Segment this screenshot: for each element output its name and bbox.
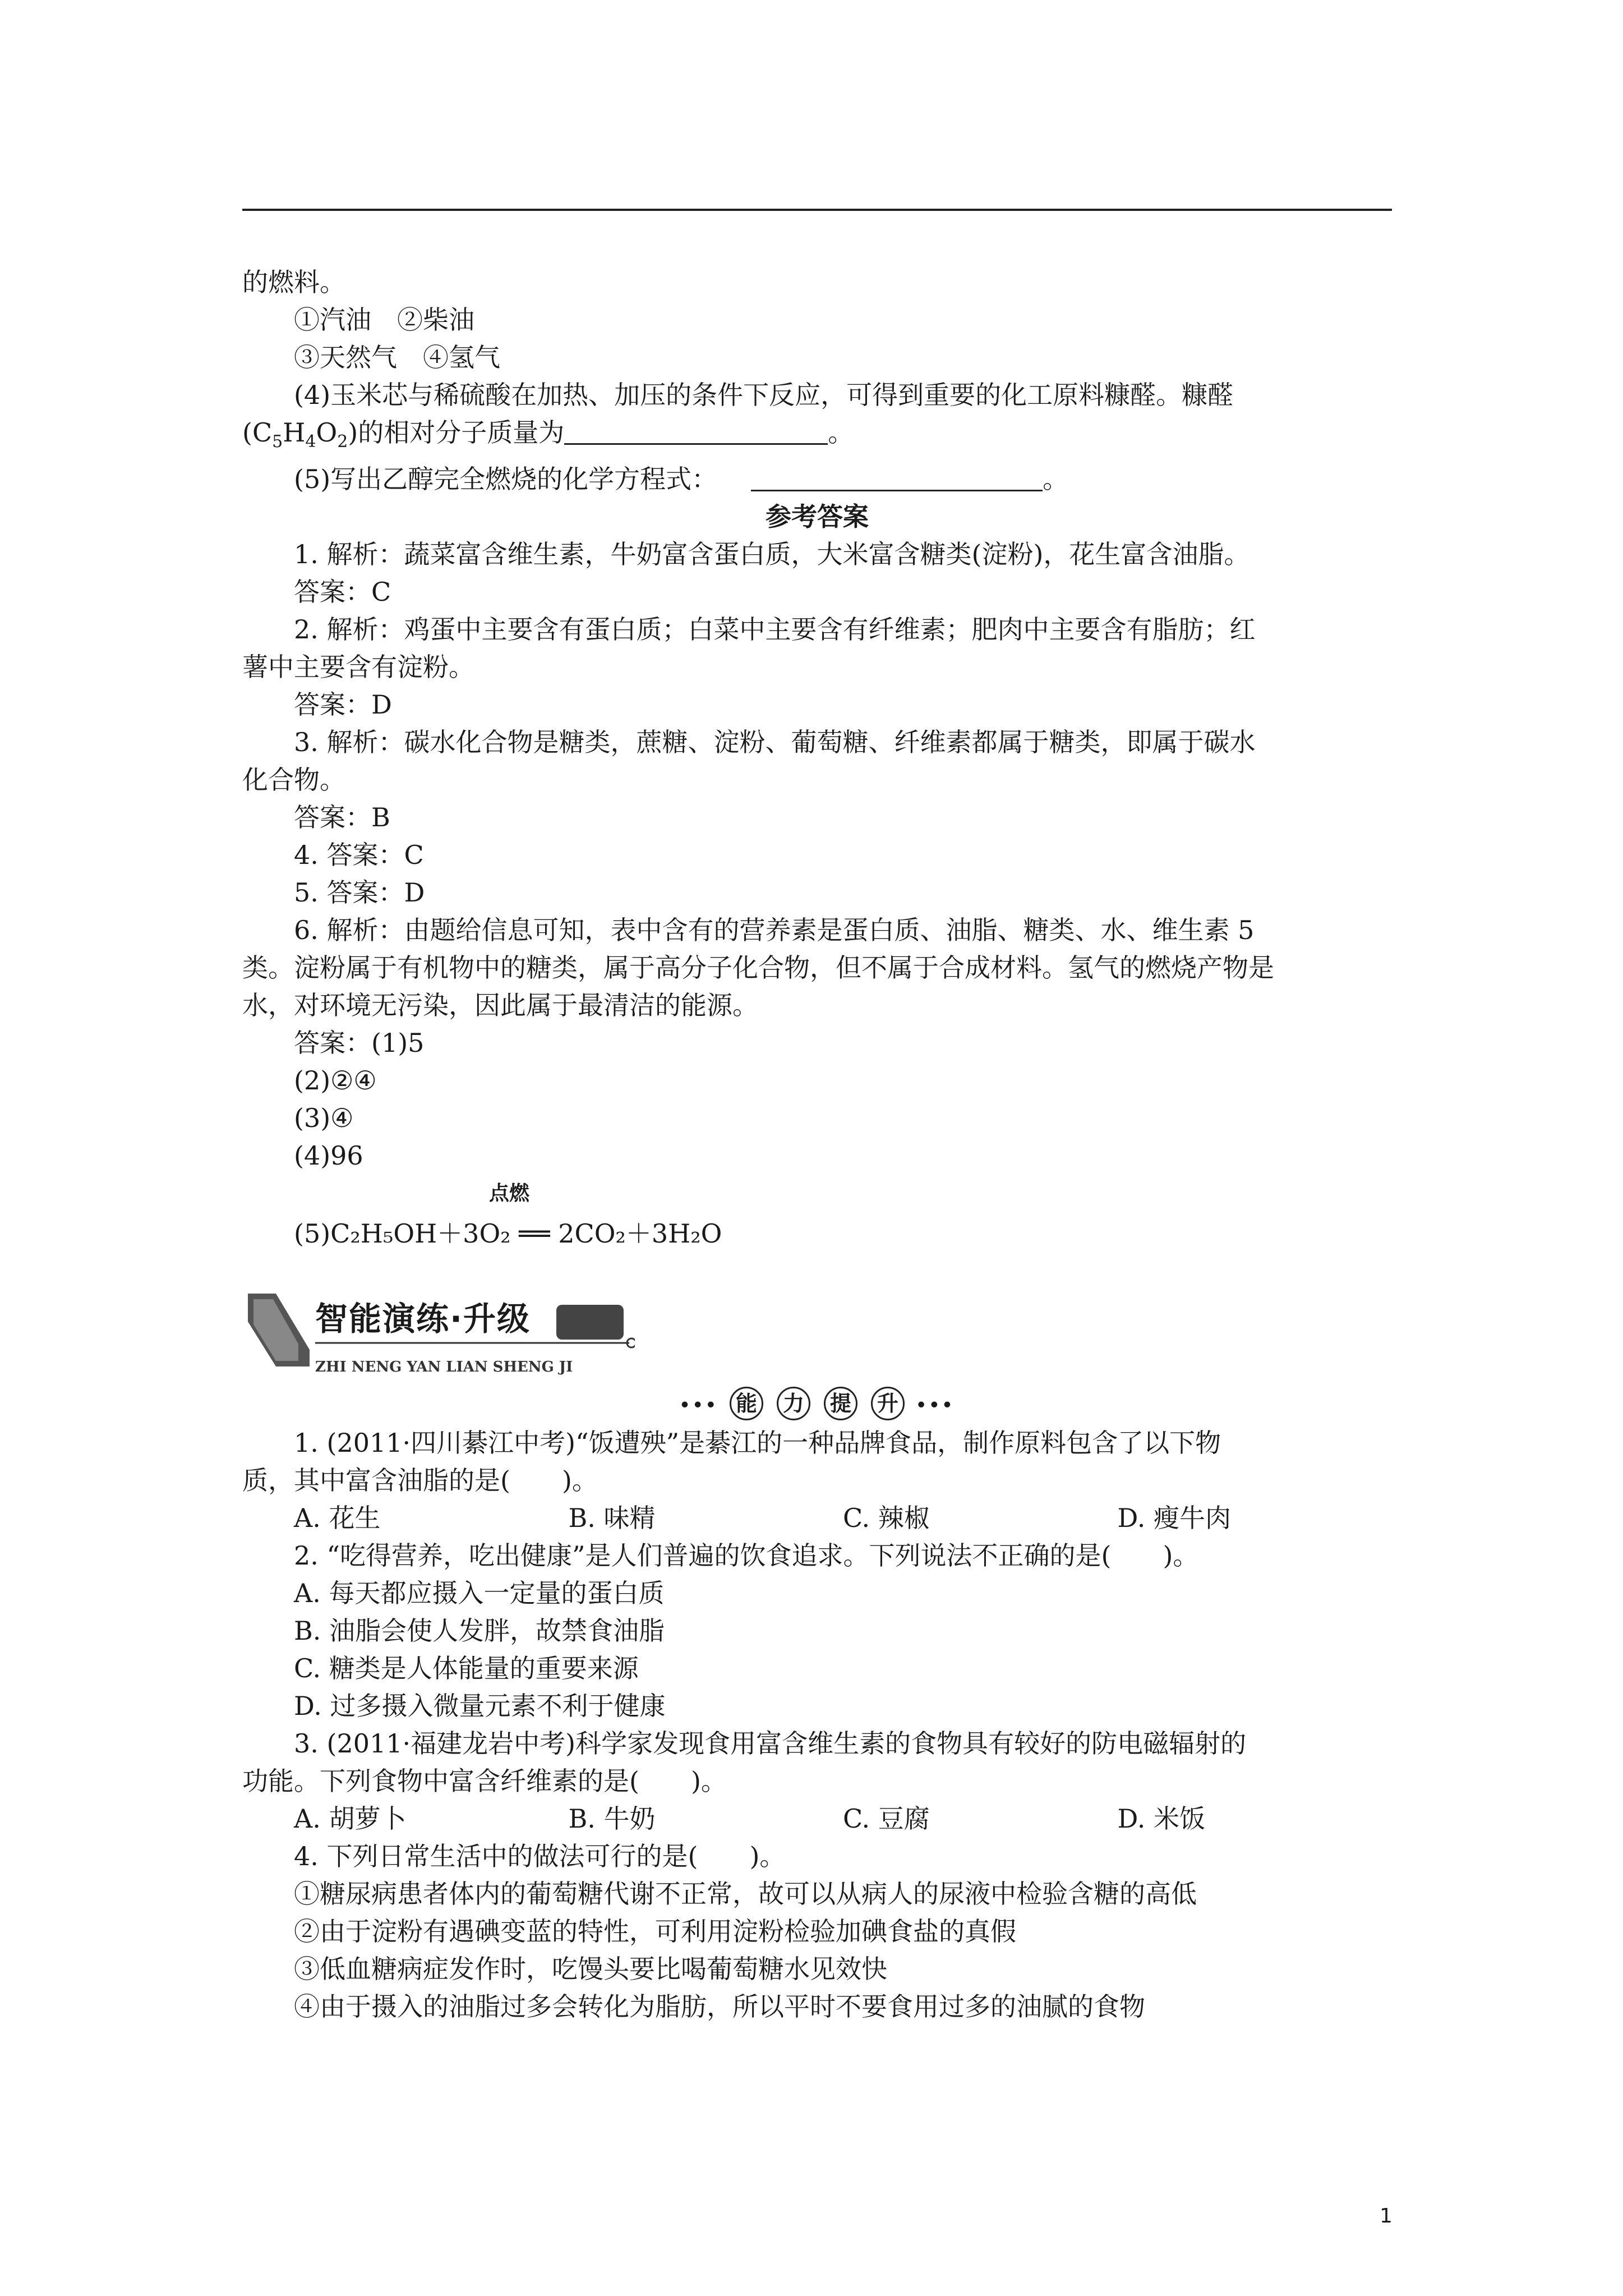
option-line: ③低血糖病症发作时，吃馒头要比喝葡萄糖水见效快 [294,1954,887,1984]
ability-char: 力 [777,1387,810,1420]
option-line: B. 油脂会使人发胖，故禁食油脂 [294,1616,665,1646]
question-line: (5)写出乙醇完全燃烧的化学方程式： 。 [294,464,1069,494]
page-body [242,264,1392,2026]
question-options [242,1499,1392,1537]
banner-badge [556,1305,624,1340]
question-line: 4. 下列日常生活中的做法可行的是( )。 [294,1841,786,1871]
question-line: 3. (2011·福建龙岩中考)科学家发现食用富含维生素的食物具有较好的防电磁辐射的 [294,1728,1247,1759]
question-line: 功能。下列食物中富含纤维素的是( )。 [242,1766,727,1796]
question-line: $(C_5H_4O_2)$的相对分子质量为 。 [242,417,854,452]
option-c: C. 豆腐 [843,1803,930,1834]
answer-line: (4)96 [294,1140,363,1171]
ability-char: 提 [824,1387,857,1420]
option-b: B. 牛奶 [568,1803,656,1834]
question-line: 2. “吃得营养，吃出健康”是人们普遍的饮食追求。下列说法不正确的是( )。 [294,1540,1199,1571]
question-line: 1. (2011·四川綦江中考)“饭遭殃”是綦江的一种品牌食品，制作原料包含了以下物 [294,1428,1221,1458]
option-b: B. 味精 [568,1503,656,1533]
answer-blank[interactable] [751,464,1043,491]
header-rule [242,209,1392,211]
banner-subtitle: ZHI NENG YAN LIAN SHENG JI [315,1359,573,1375]
answer-line: 答案：C [294,577,391,607]
answers-title: 参考答案 [766,501,869,532]
option-line: ①汽油 ②柴油 [294,305,474,335]
answer-line: 化合物。 [242,765,345,795]
ability-char: 能 [730,1387,763,1420]
answer-line: 类。淀粉属于有机物中的糖类，属于高分子化合物，但不属于合成材料。氢气的燃烧产物是 [242,953,1274,983]
answer-line: 4. 答案：C [294,840,424,870]
question-line: (4)玉米芯与稀硫酸在加热、加压的条件下反应，可得到重要的化工原料糠醛。糠醛 [294,380,1234,410]
option-a: A. 花生 [294,1503,381,1533]
answer-line: 3. 解析：碳水化合物是糖类，蔗糖、淀粉、葡萄糖、纤维素都属于糖类，即属于碳水 [294,727,1256,757]
section-banner [242,1288,1392,1375]
ability-heading: ••• 能 力 提 升 ••• [242,1383,1392,1424]
option-line: D. 过多摄入微量元素不利于健康 [294,1691,666,1721]
option-line: ③天然气 ④氢气 [294,342,500,372]
answer-line: (2)②④ [294,1065,377,1096]
option-line: C. 糖类是人体能量的重要来源 [294,1653,639,1683]
chemical-equation [242,1175,1392,1259]
equation-text: (5)C₂H₅OH＋3O₂ ══ 2CO₂＋3H₂O [294,1218,722,1249]
option-line: A. 每天都应摄入一定量的蛋白质 [294,1578,665,1608]
answer-line: 答案：B [294,802,390,832]
answer-line: 6. 解析：由题给信息可知，表中含有的营养素是蛋白质、油脂、糖类、水、维生素 5 [294,915,1255,945]
answer-line: 2. 解析：鸡蛋中主要含有蛋白质；白菜中主要含有纤维素；肥肉中主要含有脂肪；红 [294,614,1256,645]
option-c: C. 辣椒 [843,1503,930,1533]
option-a: A. 胡萝卜 [294,1803,407,1834]
answer-line: 薯中主要含有淀粉。 [242,652,474,682]
answer-line: 答案：D [294,689,392,720]
answer-line: 1. 解析：蔬菜富含维生素，牛奶富含蛋白质，大米富含糖类(淀粉)，花生富含油脂。 [294,539,1250,569]
question-options [242,1800,1392,1838]
answer-line: 答案：(1)5 [294,1028,425,1058]
answer-blank[interactable] [564,417,828,445]
answer-line: 5. 答案：D [294,877,425,908]
answer-line: (3)④ [294,1103,354,1133]
text-line: 的燃料。 [242,267,345,297]
option-d: D. 米饭 [1117,1803,1205,1834]
page-number: 1 [1380,2205,1393,2228]
option-d: D. 瘦牛肉 [1117,1503,1231,1533]
option-line: ①糖尿病患者体内的葡萄糖代谢不正常，故可以从病人的尿液中检验含糖的高低 [294,1879,1197,1909]
ability-char: 升 [871,1387,905,1420]
banner-title: 智能演练·升级 [315,1300,531,1338]
answer-line: 水，对环境无污染，因此属于最清洁的能源。 [242,990,758,1020]
reaction-condition: 点燃 [489,1181,530,1205]
question-line: 质，其中富含油脂的是( )。 [242,1465,598,1496]
option-line: ②由于淀粉有遇碘变蓝的特性，可利用淀粉检验加碘食盐的真假 [294,1916,1016,1947]
option-line: ④由于摄入的油脂过多会转化为脂肪，所以平时不要食用过多的油腻的食物 [294,1991,1145,2022]
